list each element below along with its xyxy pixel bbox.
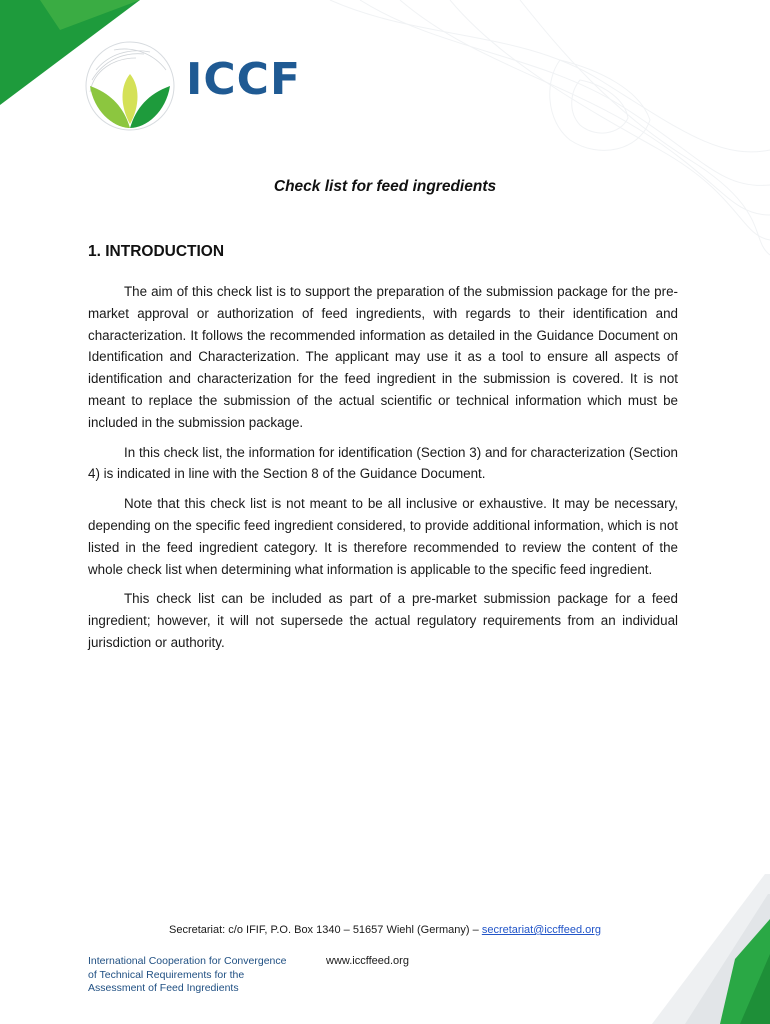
secretariat-address: Secretariat: c/o IFIF, P.O. Box 1340 – 51657 Wiehl (Germany) – (168, 924, 482, 936)
footer-org-line: International Cooperation for Convergence (88, 955, 287, 967)
footer-org-line: of Technical Requirements for the (88, 968, 245, 981)
paragraph: This check list can be included as part of a pre-market submission package for a feed ingredient; however, it will not supersede the actual regulatory requirements from an individual jurisdiction or authority. (88, 591, 678, 650)
paragraph: Note that this check list is not meant to be all inclusive or exhaustive. It may be necessary, depending on the specific feed ingredient considered, to provide additional information, which is not listed in the feed ingredient category. It is therefore recommended to review the content of the whole check list when determining what information is applicable to the specific feed ingredient. (88, 496, 678, 577)
iccf-logo-icon (84, 40, 176, 132)
secretariat-email-link[interactable]: secretariat@iccffeed.org (481, 924, 602, 936)
iccf-logo-text: ICCF (186, 54, 302, 105)
paragraph: The aim of this check list is to support the preparation of the submission package for the pre-market approval or authorization of feed ingredients, with regards to their identification and characterization. It follows the recommended information as detailed in the Guidance Document on Identification and Characterization. The applicant may use it as a tool to ensure all aspects of identification and characterization for the feed ingredient in the submission is covered. It is not meant to replace the submission of the actual scientific or technical information which must be included in the submission package. (88, 284, 678, 430)
footer-organization (88, 955, 286, 996)
footer-org-line: Assessment of Feed Ingredients (88, 982, 239, 994)
corner-decoration-bottom-right (640, 864, 770, 1024)
paragraph: In this check list, the information for identification (Section 3) and for characterization (Section 4) is indicated in line with the Section 8 of the Guidance Document. (88, 444, 678, 482)
section-heading: 1. INTRODUCTION (88, 243, 225, 260)
document-title: Check list for feed ingredients (273, 178, 497, 195)
secretariat-line (0, 924, 770, 936)
footer-website: www.iccffeed.org (326, 955, 409, 967)
introduction-body (88, 281, 678, 662)
